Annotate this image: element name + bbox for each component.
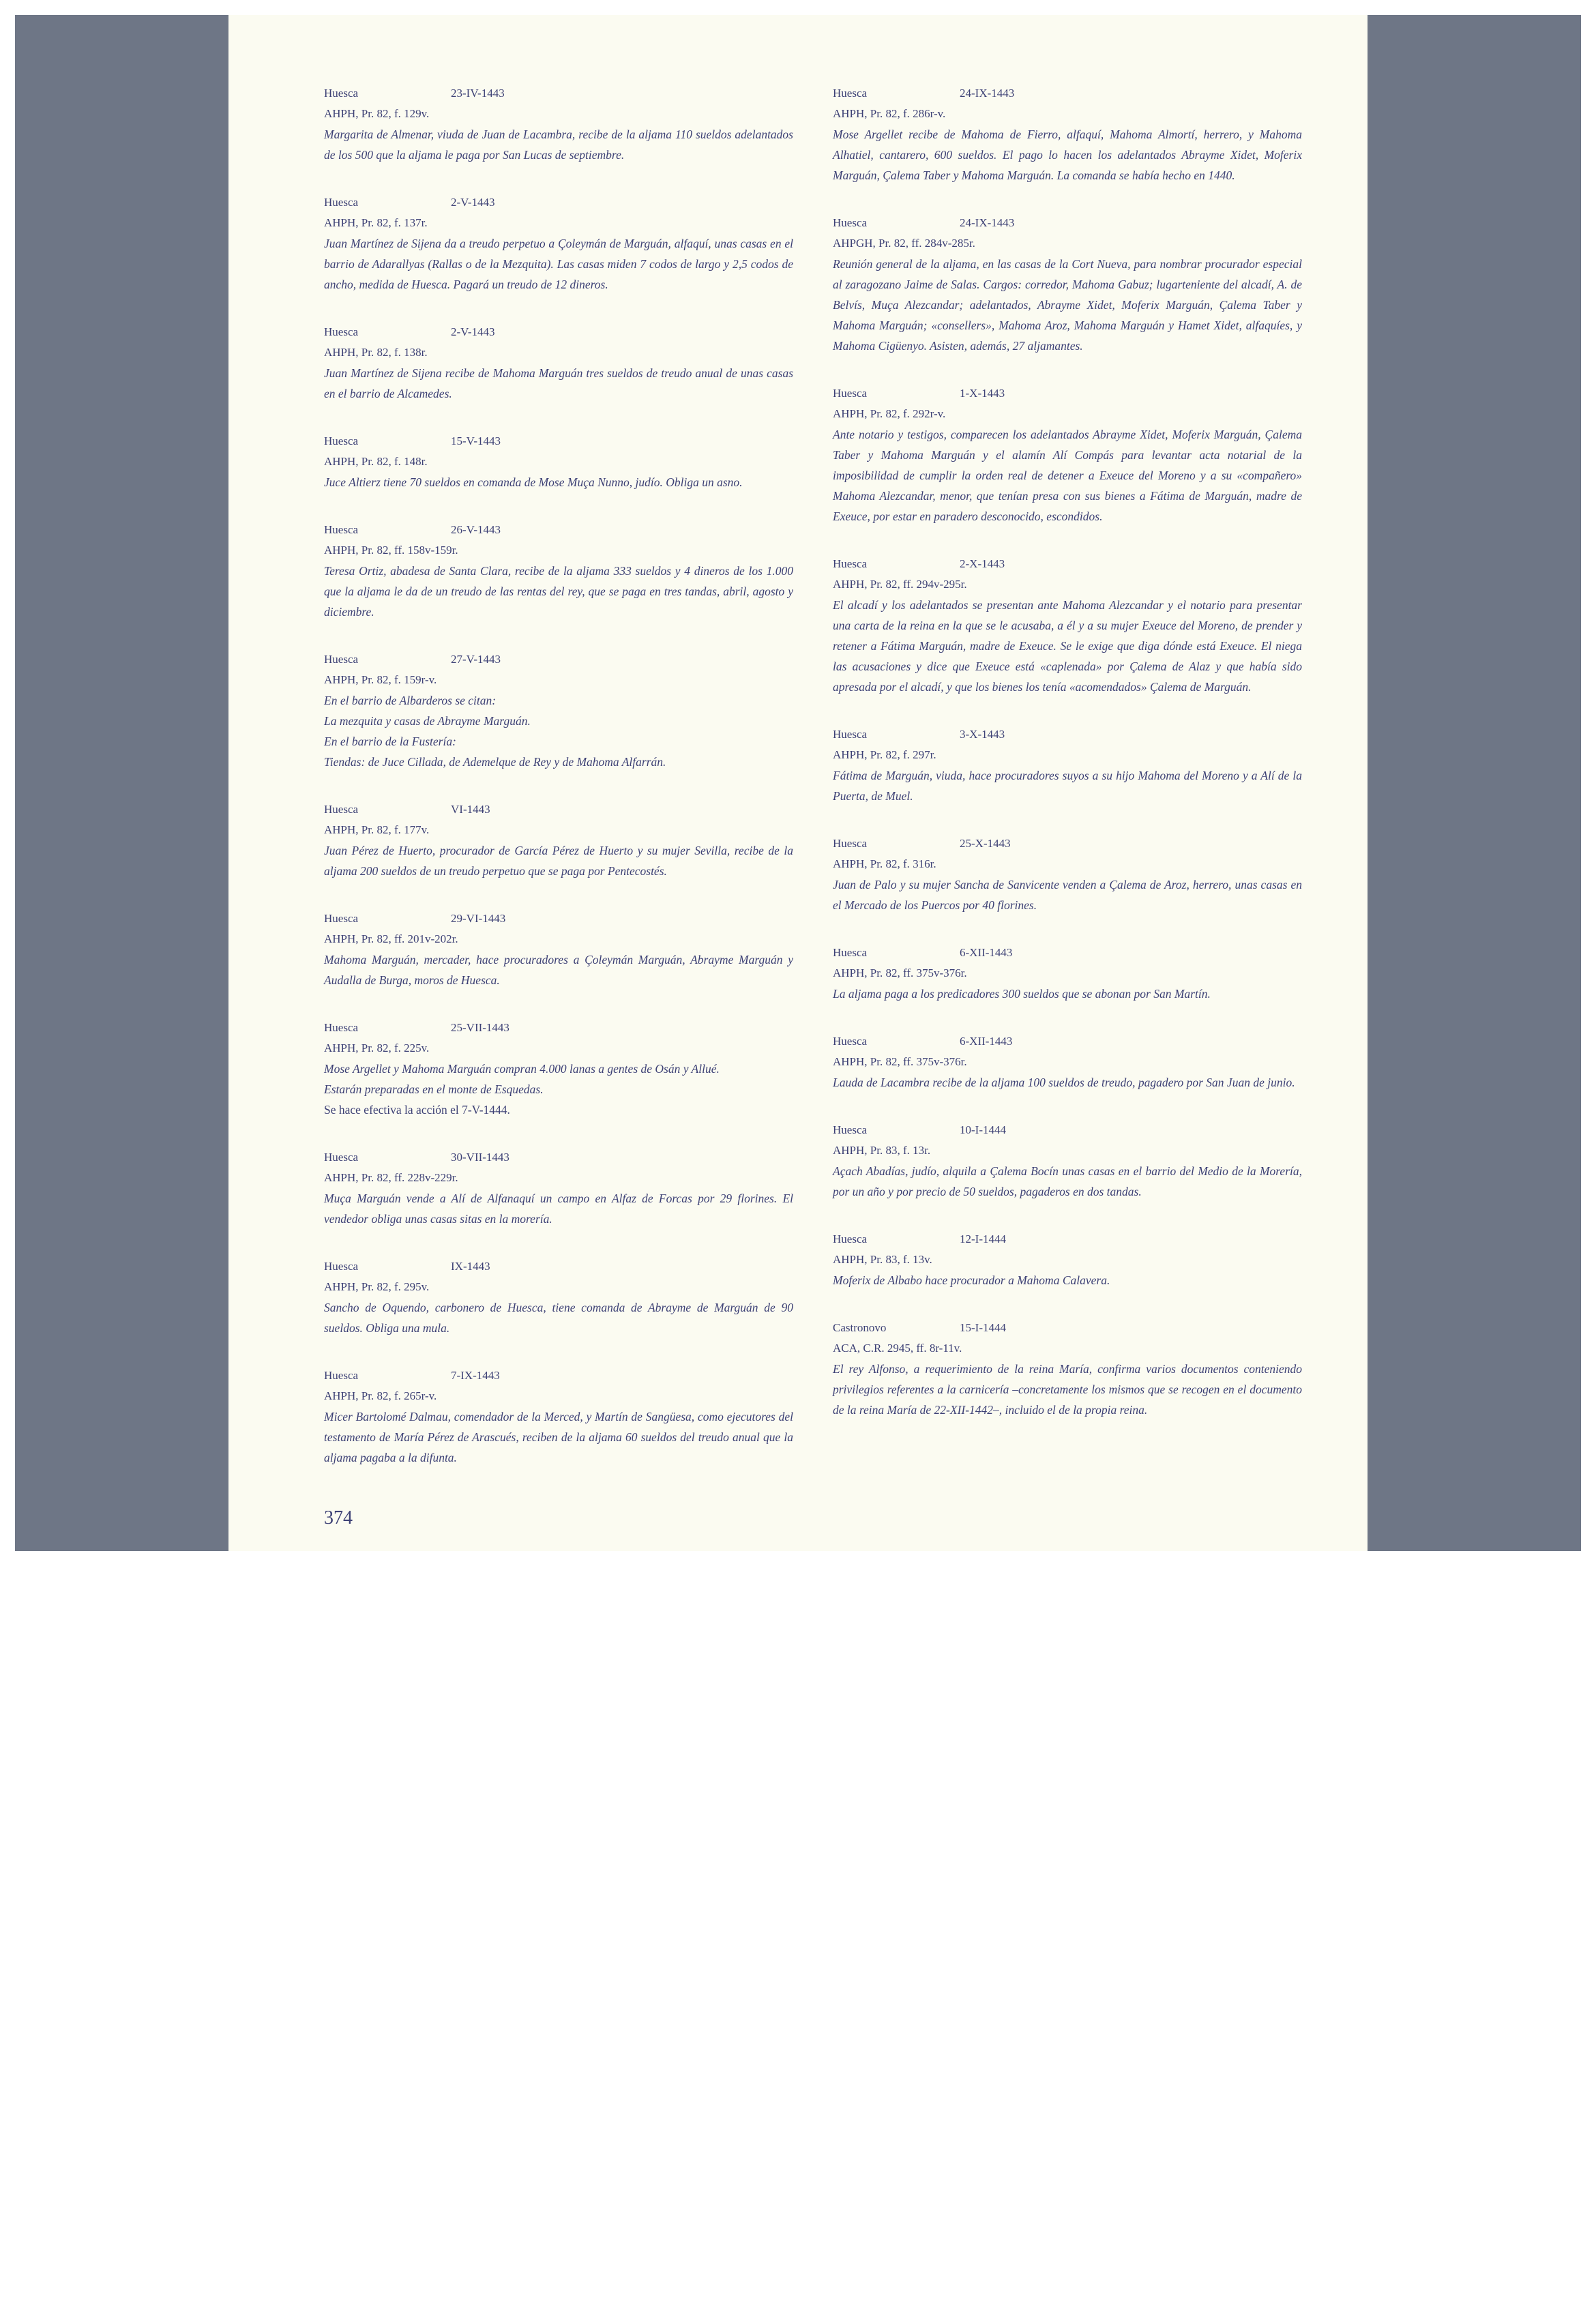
entry-header — [324, 1256, 793, 1277]
entry-summary: Juan Martínez de Sijena da a treudo perpetuo a Çoleymán de Marguán, alfaquí, unas casas en el barrio de Adarallyas (Rallas o de la Mezquita). Las casas miden 7 codos de largo y 2,5 codos de ancho, medida de Huesca. Pagará un treudo de 12 dineros. — [324, 237, 793, 291]
entry-date: 2-V-1443 — [451, 325, 495, 338]
entry-summary: El alcadí y los adelantados se presentan ante Mahoma Alezcandar y el notario para presentar una carta de la reina en la que se le acusaba, a él y a su mujer Exeuce del Moreno, de prender y retener a Fátima Marguán, madre de Exeuce. Se le exige que diga dónde está Exeuce. El niega las acusaciones y dice que Exeuce está «caplenada» por Çalema de Alaz y que había sido apresada por el alcadí, y que los bienes los tenía «acomendados» Çalema de Marguán. — [833, 598, 1302, 694]
document-entry — [833, 1229, 1302, 1290]
entry-header — [833, 833, 1302, 854]
entry-archive-reference: AHPH, Pr. 82, f. 138r. — [324, 346, 428, 359]
entry-place: Castronovo — [833, 1321, 887, 1334]
entry-summary: Juan Martínez de Sijena recibe de Mahoma Marguán tres sueldos de treudo anual de unas casas en el barrio de Alcamedes. — [324, 366, 793, 400]
entry-date: 10-I-1444 — [960, 1123, 1006, 1136]
entry-place: Huesca — [324, 1260, 359, 1273]
entry-place: Huesca — [833, 557, 868, 570]
entry-header — [324, 192, 793, 213]
entry-date: 25-VII-1443 — [451, 1021, 509, 1034]
document-entry — [833, 943, 1302, 1004]
entry-date: 2-V-1443 — [451, 196, 495, 209]
scanned-page-background — [15, 15, 1581, 1551]
entry-header — [833, 83, 1302, 104]
entry-summary: Juan Pérez de Huerto, procurador de García Pérez de Huerto y su mujer Sevilla, recibe de la aljama 200 sueldos de un treudo perpetuo que se paga por Pentecostés. — [324, 844, 793, 878]
entry-header — [324, 1147, 793, 1168]
entry-header — [324, 322, 793, 342]
document-entry — [324, 1147, 793, 1229]
entry-summary: Lauda de Lacambra recibe de la aljama 100 sueldos de treudo, pagadero por San Juan de junio. — [833, 1076, 1295, 1089]
document-entry — [833, 724, 1302, 806]
entry-date: 2-X-1443 — [960, 557, 1005, 570]
entry-place: Huesca — [324, 1369, 359, 1382]
entry-place: Huesca — [324, 803, 359, 816]
entry-archive-reference: AHPH, Pr. 82, ff. 375v-376r. — [833, 966, 967, 979]
document-entry — [324, 1365, 793, 1468]
document-entry — [324, 83, 793, 165]
entry-place: Huesca — [833, 837, 868, 850]
entry-date: 15-I-1444 — [960, 1321, 1006, 1334]
entry-summary: Sancho de Oquendo, carbonero de Huesca, tiene comanda de Abrayme de Marguán de 90 sueldos. Obliga una mula. — [324, 1301, 793, 1335]
entry-date: 26-V-1443 — [451, 523, 501, 536]
entry-header — [324, 1018, 793, 1038]
document-entry — [324, 1018, 793, 1120]
entry-header — [324, 83, 793, 104]
entry-line: En el barrio de Albarderos se citan: — [324, 694, 497, 707]
entry-place: Huesca — [833, 1232, 868, 1245]
entry-header — [833, 1031, 1302, 1052]
entry-place: Huesca — [324, 912, 359, 925]
entry-place: Huesca — [833, 87, 868, 100]
entry-header — [324, 649, 793, 670]
entry-summary: Muça Marguán vende a Alí de Alfanaquí un campo en Alfaz de Forcas por 29 florines. El vendedor obliga unas casas sitas en la morería. — [324, 1192, 793, 1226]
entry-archive-reference: AHPH, Pr. 82, ff. 375v-376r. — [833, 1055, 967, 1068]
entry-date: 7-IX-1443 — [451, 1369, 500, 1382]
entry-header — [833, 1229, 1302, 1250]
entry-line: En el barrio de la Fustería: — [324, 735, 456, 748]
entry-header — [833, 943, 1302, 963]
document-entry — [324, 649, 793, 772]
entry-date: 1-X-1443 — [960, 387, 1005, 400]
entry-archive-reference: AHPH, Pr. 83, f. 13v. — [833, 1253, 932, 1266]
entry-date: 3-X-1443 — [960, 728, 1005, 741]
entry-date: IX-1443 — [451, 1260, 490, 1273]
entry-place: Huesca — [324, 434, 359, 447]
entry-header — [833, 383, 1302, 404]
entry-date: 12-I-1444 — [960, 1232, 1006, 1245]
entry-header — [324, 431, 793, 452]
entry-place: Huesca — [833, 1123, 868, 1136]
entry-archive-reference: AHPH, Pr. 83, f. 13r. — [833, 1144, 931, 1157]
entry-summary: Fátima de Marguán, viuda, hace procuradores suyos a su hijo Mahoma del Moreno y a Alí de la Puerta, de Muel. — [833, 769, 1302, 803]
entry-header — [833, 554, 1302, 574]
document-entry — [833, 554, 1302, 697]
entry-summary: Juan de Palo y su mujer Sancha de Sanvicente venden a Çalema de Aroz, herrero, unas casas en el Mercado de los Puercos por 40 florines. — [833, 878, 1302, 912]
entry-summary: Mahoma Marguán, mercader, hace procuradores a Çoleymán Marguán, Abrayme Marguán y Audalla de Burga, moros de Huesca. — [324, 953, 793, 987]
entry-archive-reference: AHPH, Pr. 82, f. 295v. — [324, 1280, 430, 1293]
entry-date: 27-V-1443 — [451, 653, 501, 666]
entry-archive-reference: AHPH, Pr. 82, f. 265r-v. — [324, 1389, 437, 1402]
entry-header — [324, 1365, 793, 1386]
entry-place: Huesca — [833, 1035, 868, 1048]
entry-place: Huesca — [324, 523, 359, 536]
entry-header — [833, 1318, 1302, 1338]
entry-summary: Açach Abadías, judío, alquila a Çalema Bocín unas casas en el barrio del Medio de la Morería, por un año y por precio de 50 sueldos, pagaderos en dos tandas. — [833, 1164, 1302, 1198]
document-entry — [833, 383, 1302, 527]
entry-summary: Reunión general de la aljama, en las casas de la Cort Nueva, para nombrar procurador especial al zaragozano Jaime de Salas. Cargos: corredor, Mahoma Gabuz; lugarteniente del alcadí, A. de Belvís, Muça Alezcandar; adelantados, Abrayme Xidet, Moferix Marguán, Çalema Taber y Mahoma Marguán; «consellers», Mahoma Aroz, Mahoma Marguán y Hamet Xidet, alfaquíes, y Mahoma Cigüenyo. Asisten, además, 27 aljamantes. — [833, 257, 1302, 353]
entry-archive-reference: AHPH, Pr. 82, f. 137r. — [324, 216, 428, 229]
entry-place: Huesca — [324, 87, 359, 100]
entry-header — [833, 724, 1302, 745]
entry-place: Huesca — [324, 1151, 359, 1164]
entry-archive-reference: AHPH, Pr. 82, f. 292r-v. — [833, 407, 946, 420]
document-entry — [324, 1256, 793, 1338]
entry-line: Se hace efectiva la acción el 7-V-1444. — [324, 1103, 510, 1117]
entry-header — [324, 909, 793, 929]
entry-place: Huesca — [324, 1021, 359, 1034]
entry-archive-reference: AHPH, Pr. 82, ff. 158v-159r. — [324, 544, 458, 557]
right-column — [833, 83, 1302, 1447]
entry-date: 6-XII-1443 — [960, 946, 1013, 959]
entry-archive-reference: AHPGH, Pr. 82, ff. 284v-285r. — [833, 237, 975, 250]
entry-date: VI-1443 — [451, 803, 490, 816]
document-entry — [833, 1031, 1302, 1093]
entry-summary: Micer Bartolomé Dalmau, comendador de la Merced, y Martín de Sangüesa, como ejecutores del testamento de María Pérez de Arascués, reciben de la aljama 60 sueldos del treudo anual que la aljama pagaba a la difunta. — [324, 1410, 793, 1464]
entry-place: Huesca — [324, 653, 359, 666]
entry-archive-reference: AHPH, Pr. 82, f. 225v. — [324, 1042, 430, 1054]
left-column — [324, 83, 793, 1495]
entry-place: Huesca — [833, 387, 868, 400]
document-entry — [324, 520, 793, 622]
document-entry — [833, 213, 1302, 356]
entry-date: 29-VI-1443 — [451, 912, 506, 925]
book-page — [228, 15, 1368, 1551]
document-entry — [833, 833, 1302, 915]
document-entry — [324, 192, 793, 295]
entry-date: 30-VII-1443 — [451, 1151, 509, 1164]
entry-place: Huesca — [833, 216, 868, 229]
entry-place: Huesca — [833, 946, 868, 959]
document-entry — [833, 1318, 1302, 1420]
entry-date: 6-XII-1443 — [960, 1035, 1013, 1048]
entry-summary: Mose Argellet recibe de Mahoma de Fierro, alfaquí, Mahoma Almortí, herrero, y Mahoma Alhatiel, cantarero, 600 sueldos. El pago lo hacen los adelantados Abrayme Xidet, Moferix Marguán, Çalema Taber y Mahoma Marguán. La comanda se había hecho en 1440. — [833, 128, 1302, 182]
document-entry — [833, 1120, 1302, 1202]
entry-place: Huesca — [324, 196, 359, 209]
entry-archive-reference: AHPH, Pr. 82, f. 316r. — [833, 857, 936, 870]
entry-summary: Margarita de Almenar, viuda de Juan de Lacambra, recibe de la aljama 110 sueldos adelantados de los 500 que la aljama le paga por San Lucas de septiembre. — [324, 128, 793, 162]
document-entry — [324, 909, 793, 990]
entry-archive-reference: AHPH, Pr. 82, f. 159r-v. — [324, 673, 437, 686]
entry-header — [833, 213, 1302, 233]
entry-summary: Moferix de Albabo hace procurador a Mahoma Calavera. — [833, 1273, 1110, 1287]
entry-line: Tiendas: de Juce Cillada, de Ademelque de Rey y de Mahoma Alfarrán. — [324, 755, 666, 769]
entry-archive-reference: AHPH, Pr. 82, ff. 294v-295r. — [833, 578, 967, 591]
entry-line: Estarán preparadas en el monte de Esquedas. — [324, 1082, 544, 1096]
entry-date: 24-IX-1443 — [960, 87, 1015, 100]
entry-place: Huesca — [324, 325, 359, 338]
entry-summary: Juce Altierz tiene 70 sueldos en comanda de Mose Muça Nunno, judío. Obliga un asno. — [324, 475, 743, 489]
entry-archive-reference: AHPH, Pr. 82, f. 177v. — [324, 823, 430, 836]
entry-date: 24-IX-1443 — [960, 216, 1015, 229]
entry-summary: Ante notario y testigos, comparecen los adelantados Abrayme Xidet, Moferix Marguán, Çalema Taber y Mahoma Marguán y el alamín Alí Compás para levantar acta notarial de la imposibilidad de cumplir la orden real de detener a Exeuce del Moreno y a su «compañero» Mahoma Alezcandar, menor, que tenían presa con sus bienes a Fátima de Marguán, madre de Exeuce, por estar en paradero desconocido, escondidos. — [833, 428, 1302, 523]
entry-archive-reference: AHPH, Pr. 82, f. 286r-v. — [833, 107, 946, 120]
entry-date: 23-IV-1443 — [451, 87, 505, 100]
entry-summary: Teresa Ortiz, abadesa de Santa Clara, recibe de la aljama 333 sueldos y 4 dineros de los 1.000 que la aljama le da de un treudo de las rentas del rey, que se paga en tres tandas, abril, agosto y diciembre. — [324, 564, 793, 619]
page-number: 374 — [324, 1507, 353, 1528]
document-entry — [324, 322, 793, 404]
entry-header — [324, 799, 793, 820]
entry-archive-reference: ACA, C.R. 2945, ff. 8r-11v. — [833, 1342, 962, 1355]
entry-summary: La aljama paga a los predicadores 300 sueldos que se abonan por San Martín. — [833, 987, 1211, 1001]
entry-archive-reference: AHPH, Pr. 82, ff. 228v-229r. — [324, 1171, 458, 1184]
entry-archive-reference: AHPH, Pr. 82, ff. 201v-202r. — [324, 932, 458, 945]
entry-summary: El rey Alfonso, a requerimiento de la reina María, confirma varios documentos conteniendo privilegios referentes a la carnicería –concretamente los mismos que se recogen en el documento de la reina María de 22-XII-1442–, incluido el de la propia reina. — [833, 1362, 1302, 1417]
entry-archive-reference: AHPH, Pr. 82, f. 297r. — [833, 748, 936, 761]
entry-header — [833, 1120, 1302, 1140]
entry-archive-reference: AHPH, Pr. 82, f. 148r. — [324, 455, 428, 468]
entry-line: Mose Argellet y Mahoma Marguán compran 4.000 lanas a gentes de Osán y Allué. — [324, 1062, 720, 1076]
document-entry — [833, 83, 1302, 186]
document-entry — [324, 799, 793, 881]
entry-line: La mezquita y casas de Abrayme Marguán. — [324, 714, 531, 728]
entry-place: Huesca — [833, 728, 868, 741]
entry-header — [324, 520, 793, 540]
document-entry — [324, 431, 793, 492]
entry-date: 15-V-1443 — [451, 434, 501, 447]
entry-date: 25-X-1443 — [960, 837, 1011, 850]
entry-archive-reference: AHPH, Pr. 82, f. 129v. — [324, 107, 430, 120]
